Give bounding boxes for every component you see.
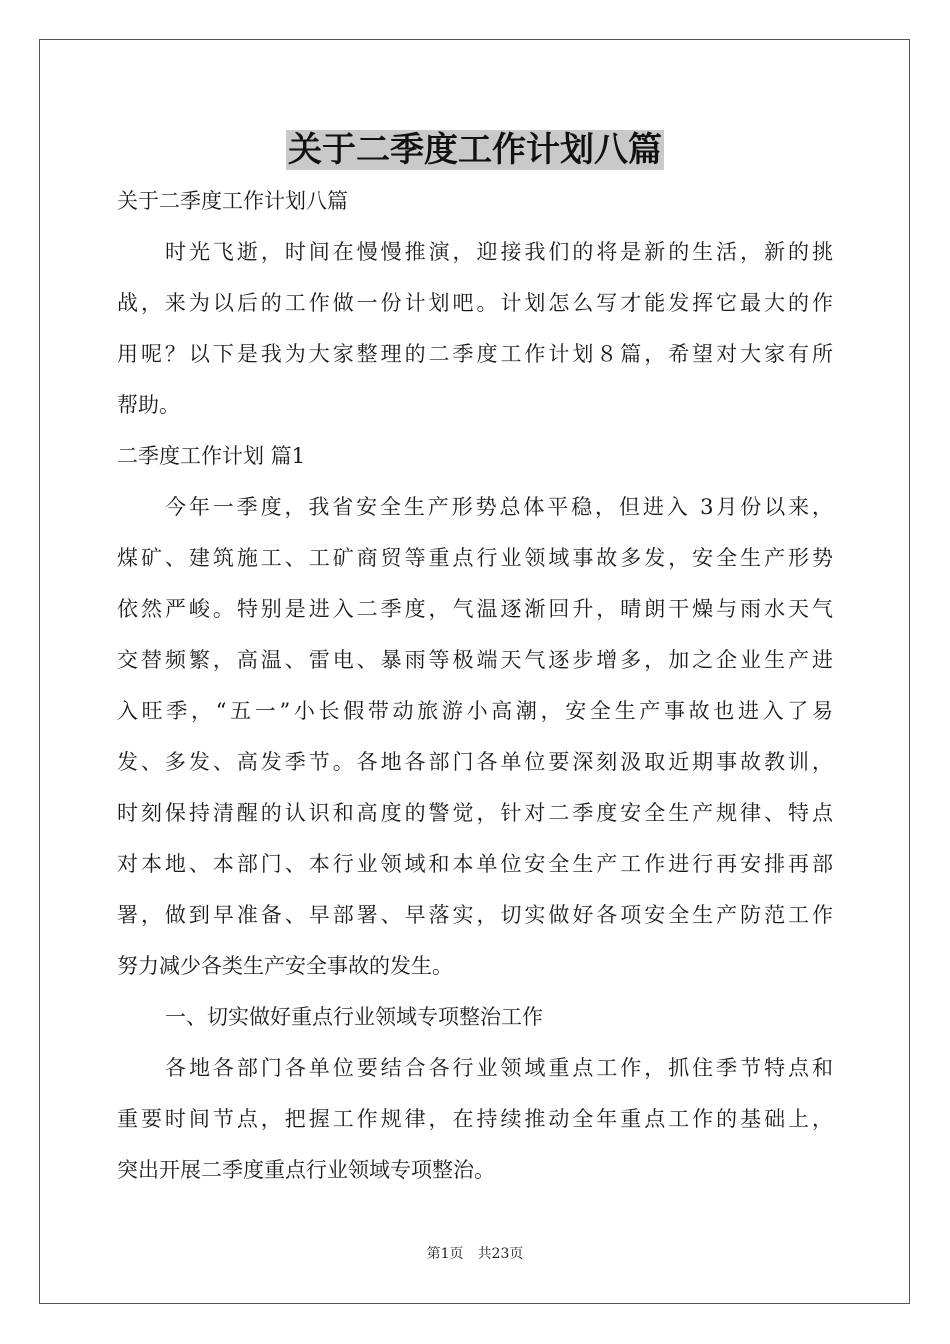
text-line: 战，来为以后的工作做一份计划吧。计划怎么写才能发挥它最大的作 — [117, 291, 833, 315]
text-line: 帮助。 — [117, 393, 180, 417]
text-line: 交替频繁，高温、雷电、暴雨等极端天气逐步增多，加之企业生产进 — [117, 648, 833, 672]
document-body — [117, 176, 833, 1196]
text-line: 今年一季度，我省安全生产形势总体平稳，但进入 3月份以来， — [165, 495, 833, 519]
text-line: 时光飞逝，时间在慢慢推演，迎接我们的将是新的生活，新的挑 — [165, 240, 833, 264]
page-footer: 第1页 共23页 — [426, 1246, 524, 1262]
text-line: 重要时间节点，把握工作规律，在持续推动全年重点工作的基础上， — [117, 1107, 833, 1131]
text-line: 依然严峻。特别是进入二季度，气温逐渐回升，晴朗干燥与雨水天气 — [117, 597, 833, 621]
text-line: 二季度工作计划 篇1 — [117, 444, 306, 468]
text-line: 发、多发、高发季节。各地各部门各单位要深刻汲取近期事故教训， — [117, 750, 833, 774]
text-line: 对本地、本部门、本行业领域和本单位安全生产工作进行再安排再部 — [117, 852, 833, 876]
text-line: 关于二季度工作计划八篇 — [117, 189, 348, 213]
text-line: 时刻保持清醒的认识和高度的警觉，针对二季度安全生产规律、特点 — [117, 801, 833, 825]
document-title-text: 关于二季度工作计划八篇 — [288, 130, 662, 170]
text-line: 各地各部门各单位要结合各行业领域重点工作，抓住季节特点和 — [165, 1056, 833, 1080]
text-line: 突出开展二季度重点行业领域专项整治。 — [117, 1158, 495, 1182]
text-line: 煤矿、建筑施工、工矿商贸等重点行业领域事故多发，安全生产形势 — [117, 546, 833, 570]
text-line: 入旺季，“五一”小长假带动旅游小高潮，安全生产事故也进入了易 — [117, 699, 833, 723]
text-line: 一、切实做好重点行业领域专项整治工作 — [165, 1005, 543, 1029]
text-line: 署，做到早准备、早部署、早落实，切实做好各项安全生产防范工作 — [117, 903, 833, 927]
text-line: 努力减少各类生产安全事故的发生。 — [117, 954, 453, 978]
text-line: 用呢？以下是我为大家整理的二季度工作计划８篇，希望对大家有所 — [117, 342, 833, 366]
document-title — [0, 124, 950, 176]
